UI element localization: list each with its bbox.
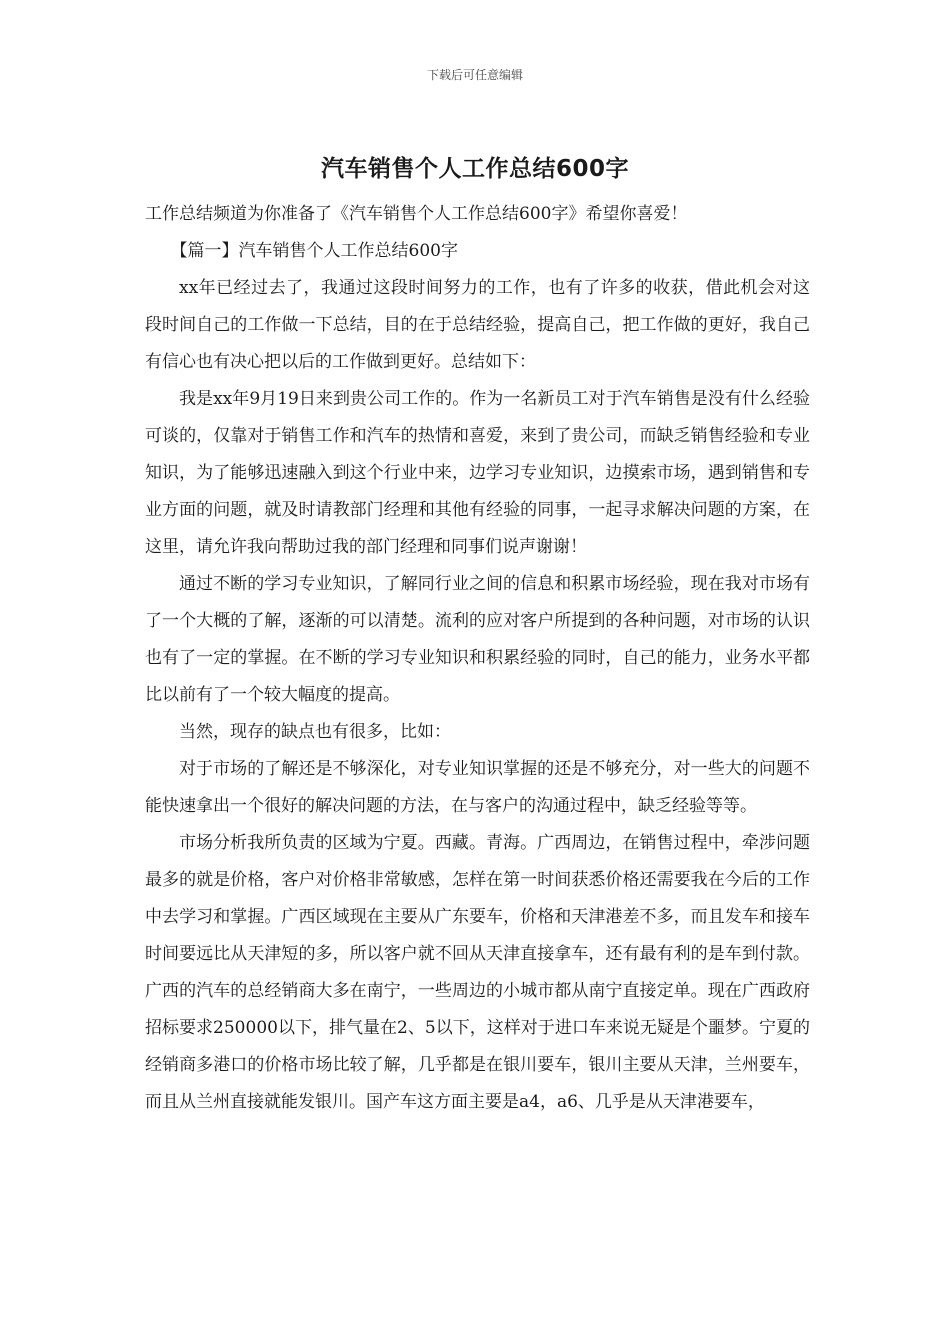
body-paragraph: 通过不断的学习专业知识，了解同行业之间的信息和积累市场经验，现在我对市场有了一个大概的了解，逐渐的可以清楚。流利的应对客户所提到的各种问题，对市场的认识也有了一定的掌握。在不断的学习专业知识和积累经验的同时，自己的能力，业务水平都比以前有了一个较大幅度的提高。: [145, 574, 810, 705]
header-note: 下载后可任意编辑: [426, 68, 523, 82]
body-paragraph: 当然，现存的缺点也有很多，比如：: [179, 722, 451, 742]
body-paragraph: 我是xx年9月19日来到贵公司工作的。作为一名新员工对于汽车销售是没有什么经验可谈的，仅靠对于销售工作和汽车的热情和喜爱，来到了贵公司，而缺乏销售经验和专业知识，为了能够迅速融入到这个行业中来，边学习专业知识，边摸索市场，遇到销售和专业方面的问题，就及时请教部门经理和其他有经验的同事，一起寻求解决问题的方案，在这里，请允许我向帮助过我的部门经理和同事们说声谢谢！: [145, 389, 810, 557]
document-title: 汽车销售个人工作总结600字: [320, 156, 629, 182]
intro-paragraph: 工作总结频道为你准备了《汽车销售个人工作总结600字》希望你喜爱！: [145, 204, 688, 224]
section-heading: 【篇一】汽车销售个人工作总结600字: [170, 241, 458, 261]
document-body: [145, 196, 810, 1121]
body-paragraph: xx年已经过去了，我通过这段时间努力的工作，也有了许多的收获，借此机会对这段时间自己的工作做一下总结，目的在于总结经验，提高自己，把工作做的更好，我自己有信心也有决心把以后的工作做到更好。总结如下：: [145, 278, 810, 372]
body-paragraph: 市场分析我所负责的区域为宁夏。西藏。青海。广西周边，在销售过程中，牵涉问题最多的就是价格，客户对价格非常敏感，怎样在第一时间获悉价格还需要我在今后的工作中去学习和掌握。广西区域现在主要从广东要车，价格和天津港差不多，而且发车和接车时间要远比从天津短的多，所以客户就不回从天津直接拿车，还有最有利的是车到付款。广西的汽车的总经销商大多在南宁，一些周边的小城市都从南宁直接定单。现在广西政府招标要求250000以下，排气量在2、5以下，这样对于进口车来说无疑是个噩梦。宁夏的经销商多港口的价格市场比较了解，几乎都是在银川要车，银川主要从天津，兰州要车，而且从兰州直接就能发银川。国产车这方面主要是a4，a6、几乎是从天津港要车，: [145, 833, 810, 1112]
body-paragraph: 对于市场的了解还是不够深化，对专业知识掌握的还是不够充分，对一些大的问题不能快速拿出一个很好的解决问题的方法，在与客户的沟通过程中，缺乏经验等等。: [145, 759, 810, 816]
